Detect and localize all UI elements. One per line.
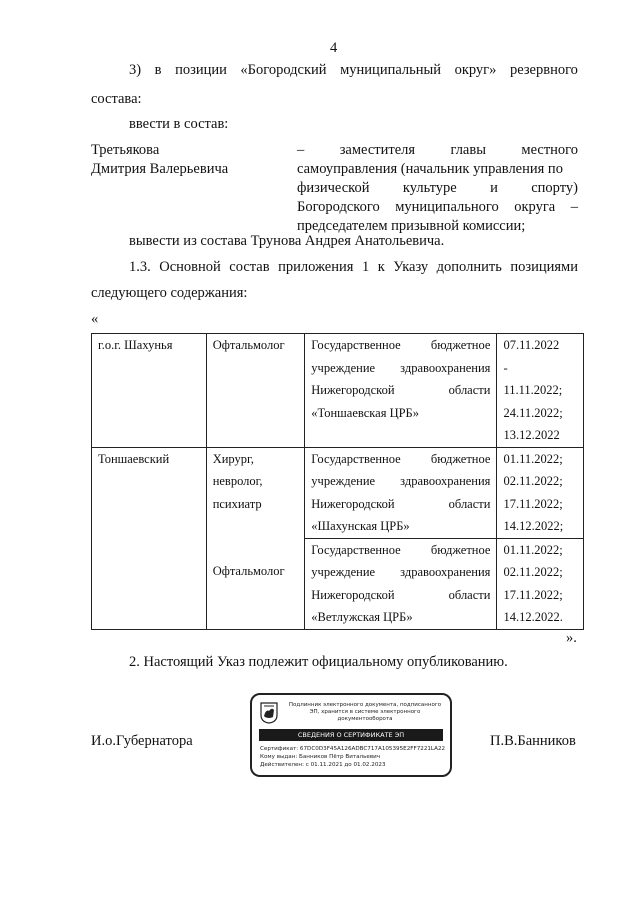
table-row bbox=[92, 334, 584, 448]
person-surname: Третьякова bbox=[91, 142, 160, 158]
person-name: Дмитрия Валерьевича bbox=[91, 161, 229, 177]
organization-cell: Государственное бюджетное учреждение здравоохранения Нижегородской области «Шахунская ЦРБ» bbox=[305, 447, 497, 538]
role-line: Богородского муниципального округа – bbox=[297, 199, 578, 215]
positions-table bbox=[91, 333, 584, 630]
para13-line1: 1.3. Основной состав приложения 1 к Указу дополнить позициями bbox=[129, 259, 578, 275]
signer-name: П.В.Банников bbox=[490, 733, 576, 749]
para13-line2: следующего содержания: bbox=[91, 285, 248, 301]
specialist-cell: Офтальмолог bbox=[206, 334, 305, 448]
table-row bbox=[92, 447, 584, 538]
page-number: 4 bbox=[330, 40, 338, 56]
role-line: физической культуре и спорту) bbox=[297, 180, 578, 196]
district-cell: Тоншаевский bbox=[92, 447, 207, 629]
remove-text: вывести из состава Трунова Андрея Анатольевича. bbox=[129, 233, 445, 249]
open-quote: « bbox=[91, 311, 99, 327]
signer-title: И.о.Губернатора bbox=[91, 733, 193, 749]
para1-line2: состава: bbox=[91, 91, 142, 107]
para1-line1: 3) в позиции «Богородский муниципальный округ» резервного bbox=[129, 62, 578, 78]
dates-cell: 01.11.2022; 02.11.2022; 17.11.2022; 14.12.2022; bbox=[497, 447, 584, 538]
introduce-label: ввести в состав: bbox=[129, 116, 229, 132]
role-line: самоуправления (начальник управления по bbox=[297, 161, 563, 177]
stamp-issued-to: Кому выдан: Банников Пётр Витальевич bbox=[260, 754, 381, 760]
district-cell: г.о.г. Шахунья bbox=[92, 334, 207, 448]
stamp-certificate: Сертификат: 67DC0D3F45A126ADBC717A105395E2FF7221LA22 bbox=[260, 746, 446, 752]
dates-cell: 07.11.2022 - 11.11.2022; 24.11.2022; 13.12.2022 bbox=[497, 334, 584, 448]
specialist-cell: Хирург, невролог, психиатр Офтальмолог bbox=[206, 447, 305, 629]
close-quote: ». bbox=[566, 630, 577, 646]
role-line: – заместителя главы местного bbox=[297, 142, 578, 158]
para2-text: 2. Настоящий Указ подлежит официальному опубликованию. bbox=[129, 654, 508, 670]
signature-stamp bbox=[250, 693, 452, 777]
stamp-valid: Действителен: с 01.11.2021 до 01.02.2023 bbox=[260, 762, 386, 768]
stamp-note: Подлинник электронного документа, подписанного ЭП, хранится в системе электронного документооборота bbox=[288, 702, 442, 722]
dates-cell: 01.11.2022; 02.11.2022; 17.11.2022; 14.12.2022. bbox=[497, 538, 584, 629]
organization-cell: Государственное бюджетное учреждение здравоохранения Нижегородской области «Ветлужская ЦРБ» bbox=[305, 538, 497, 629]
role-line: председателем призывной комиссии; bbox=[297, 218, 526, 234]
coat-of-arms-icon bbox=[260, 702, 278, 724]
organization-cell: Государственное бюджетное учреждение здравоохранения Нижегородской области «Тоншаевская ЦРБ» bbox=[305, 334, 497, 448]
stamp-header: СВЕДЕНИЯ О СЕРТИФИКАТЕ ЭП bbox=[259, 729, 443, 741]
